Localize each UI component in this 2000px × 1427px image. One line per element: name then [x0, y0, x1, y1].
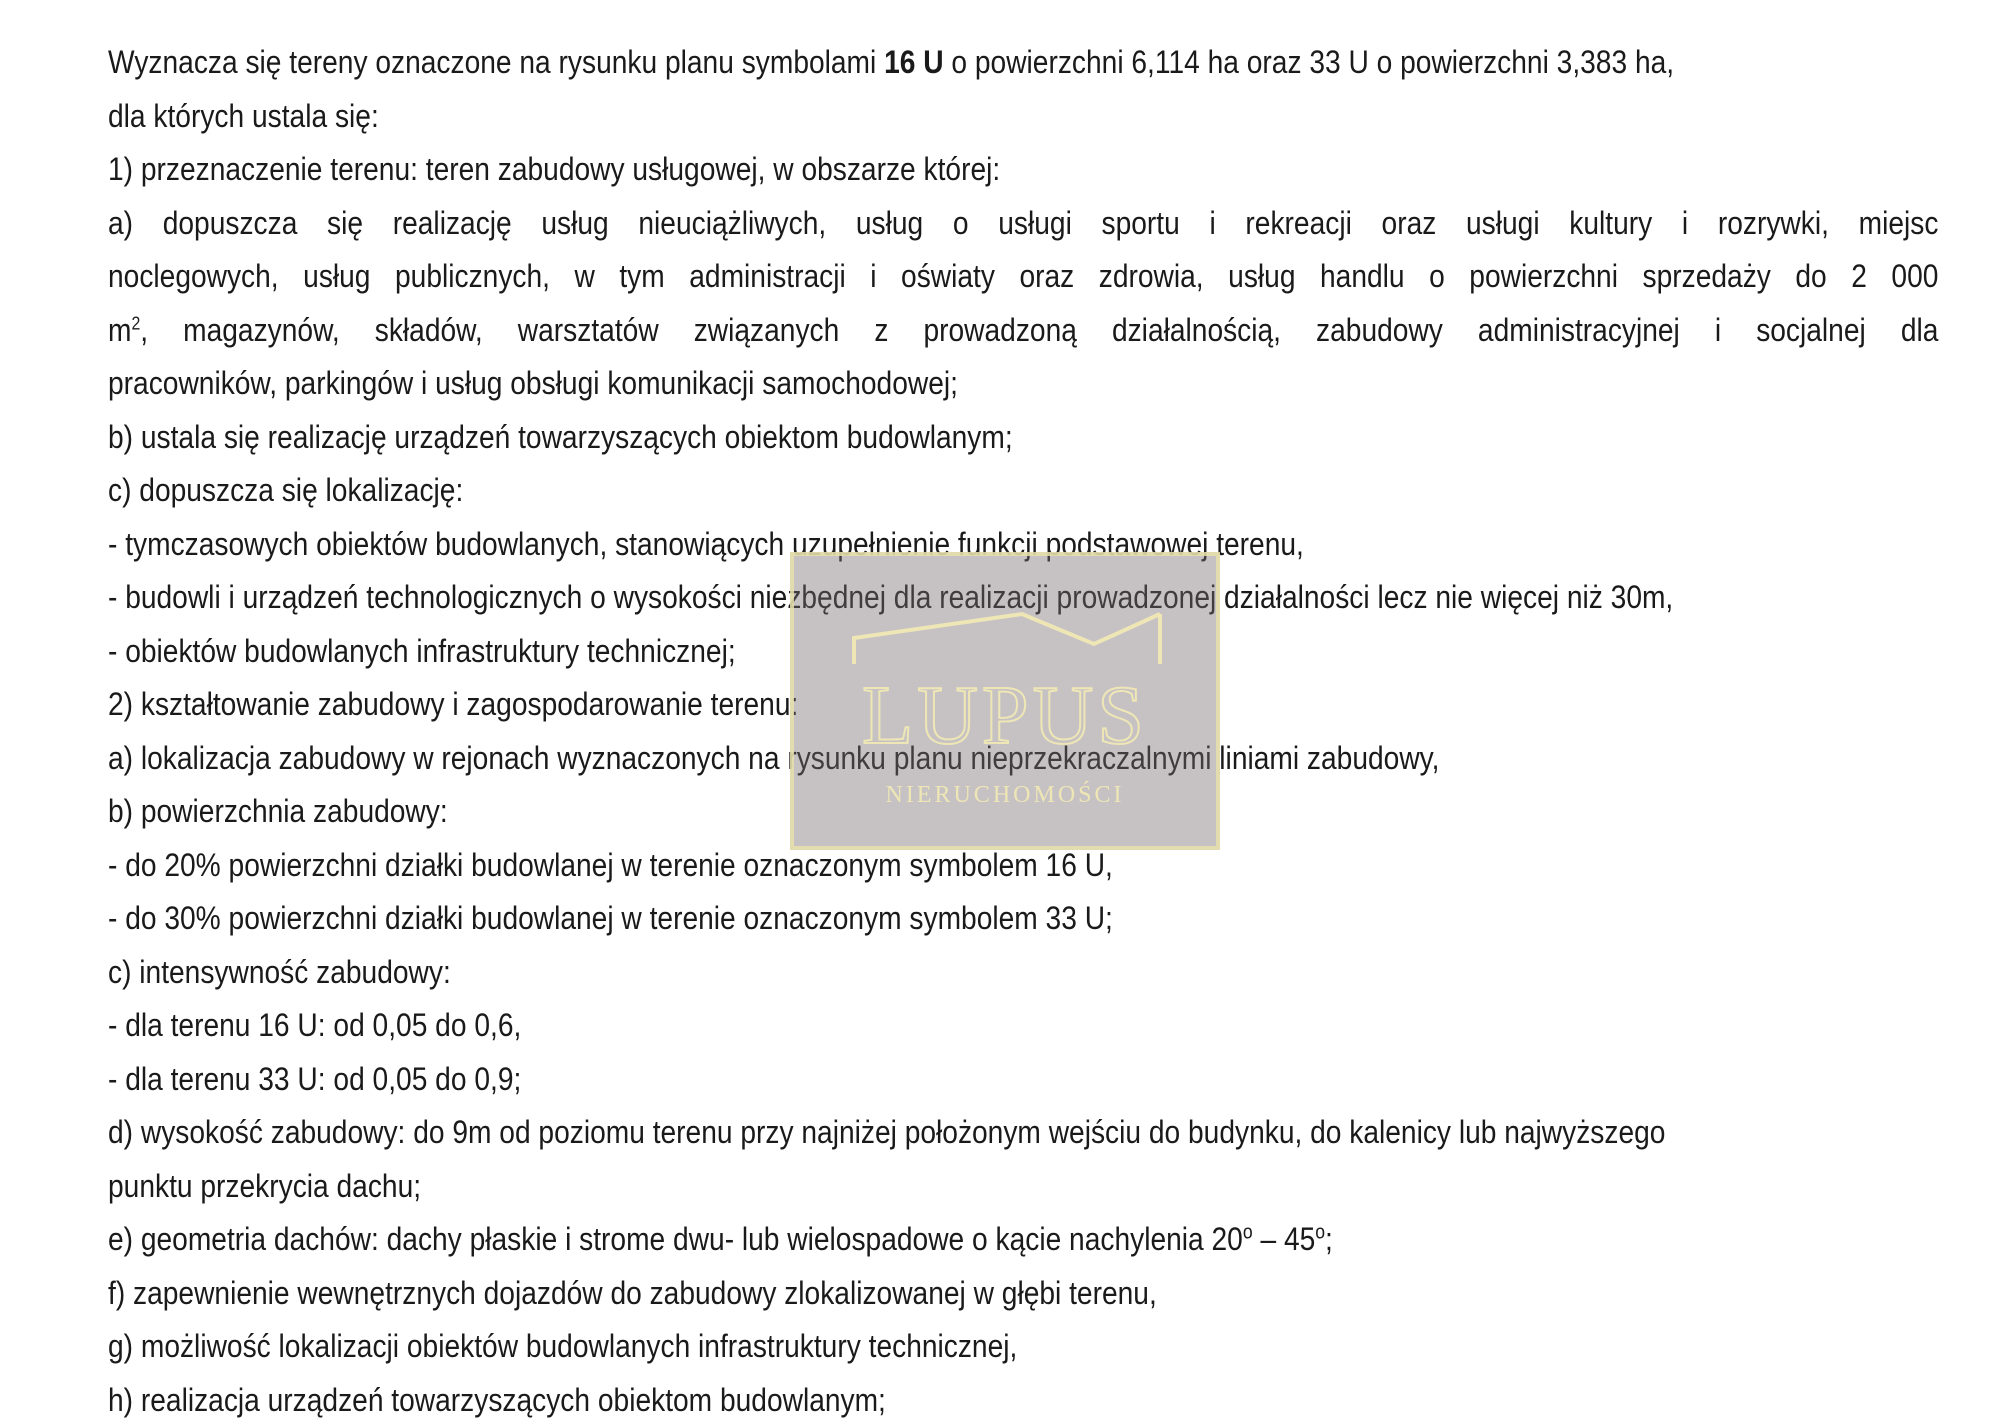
section-2b-dash-1: - do 20% powierzchni działki budowlanej w terenie oznaczonym symbolem 16 U, — [108, 839, 1724, 893]
section-2h: h) realizacja urządzeń towarzyszących obiektom budowlanym; — [108, 1374, 1724, 1427]
section-2d-line-2: punktu przekrycia dachu; — [108, 1160, 1724, 1214]
section-2b-dash-2: - do 30% powierzchni działki budowlanej w terenie oznaczonym symbolem 33 U; — [108, 892, 1724, 946]
watermark-title: LUPUS — [794, 674, 1216, 758]
intro-line-2: dla których ustala się: — [108, 90, 1724, 144]
section-1a-line-2: noclegowych, usług publicznych, w tym administracji i oświaty oraz zdrowia, usług handlu o powierzchni sprzedaży do 2 000 — [108, 250, 1938, 304]
section-2c: c) intensywność zabudowy: — [108, 946, 1724, 1000]
section-1c-dash-2: - budowli i urządzeń technologicznych o wysokości niezbędnej dla realizacji prowadzonej działalności lecz nie więcej niż 30m, — [108, 571, 1724, 625]
watermark-subtitle: NIERUCHOMOŚCI — [794, 782, 1216, 809]
section-2c-dash-2: - dla terenu 33 U: od 0,05 do 0,9; — [108, 1053, 1724, 1107]
symbol-16u: 16 U — [884, 44, 943, 80]
section-2c-dash-1: - dla terenu 16 U: od 0,05 do 0,6, — [108, 999, 1724, 1053]
section-1a-line-1: a) dopuszcza się realizację usług nieuciążliwych, usług o usługi sportu i rekreacji oraz usługi kultury i rozrywki, miejsc — [108, 197, 1938, 251]
section-1a-line-4: pracowników, parkingów i usług obsługi komunikacji samochodowej; — [108, 357, 1724, 411]
section-1c: c) dopuszcza się lokalizację: — [108, 464, 1724, 518]
section-2d-line-1: d) wysokość zabudowy: do 9m od poziomu terenu przy najniżej położonym wejściu do budynku, do kalenicy lub najwyższego — [108, 1106, 1724, 1160]
section-1a-line-3: $m^2$, magazynów, składów, warsztatów związanych z prowadzoną działalnością, zabudowy administracyjnej i socjalnej dla — [108, 304, 1938, 358]
section-2a: a) lokalizacja zabudowy w rejonach wyznaczonych na rysunku planu nieprzekraczalnymi liniami zabudowy, — [108, 732, 1724, 786]
section-2e: e) geometria dachów: dachy płaskie i strome dwu- lub wielospadowe o kącie nachylenia 20$^o$ – 45$^o$; — [108, 1213, 1724, 1267]
lupus-watermark — [790, 552, 1220, 850]
section-1b: b) ustala się realizację urządzeń towarzyszących obiektom budowlanym; — [108, 411, 1724, 465]
section-1c-dash-3: - obiektów budowlanych infrastruktury technicznej; — [108, 625, 1724, 679]
section-1-heading: 1) przeznaczenie terenu: teren zabudowy usługowej, w obszarze której: — [108, 143, 1724, 197]
section-2g: g) możliwość lokalizacji obiektów budowlanych infrastruktury technicznej, — [108, 1320, 1724, 1374]
section-1c-dash-1: - tymczasowych obiektów budowlanych, stanowiących uzupełnienie funkcji podstawowej terenu, — [108, 518, 1724, 572]
section-2b: b) powierzchnia zabudowy: — [108, 785, 1724, 839]
section-2-heading: 2) kształtowanie zabudowy i zagospodarowanie terenu: — [108, 678, 1724, 732]
intro-line-1: Wyznacza się tereny oznaczone na rysunku planu symbolami 16 U o powierzchni 6,114 ha oraz 33 U o powierzchni 3,383 ha, — [108, 36, 1724, 90]
section-2f: f) zapewnienie wewnętrznych dojazdów do zabudowy zlokalizowanej w głębi terenu, — [108, 1267, 1724, 1321]
